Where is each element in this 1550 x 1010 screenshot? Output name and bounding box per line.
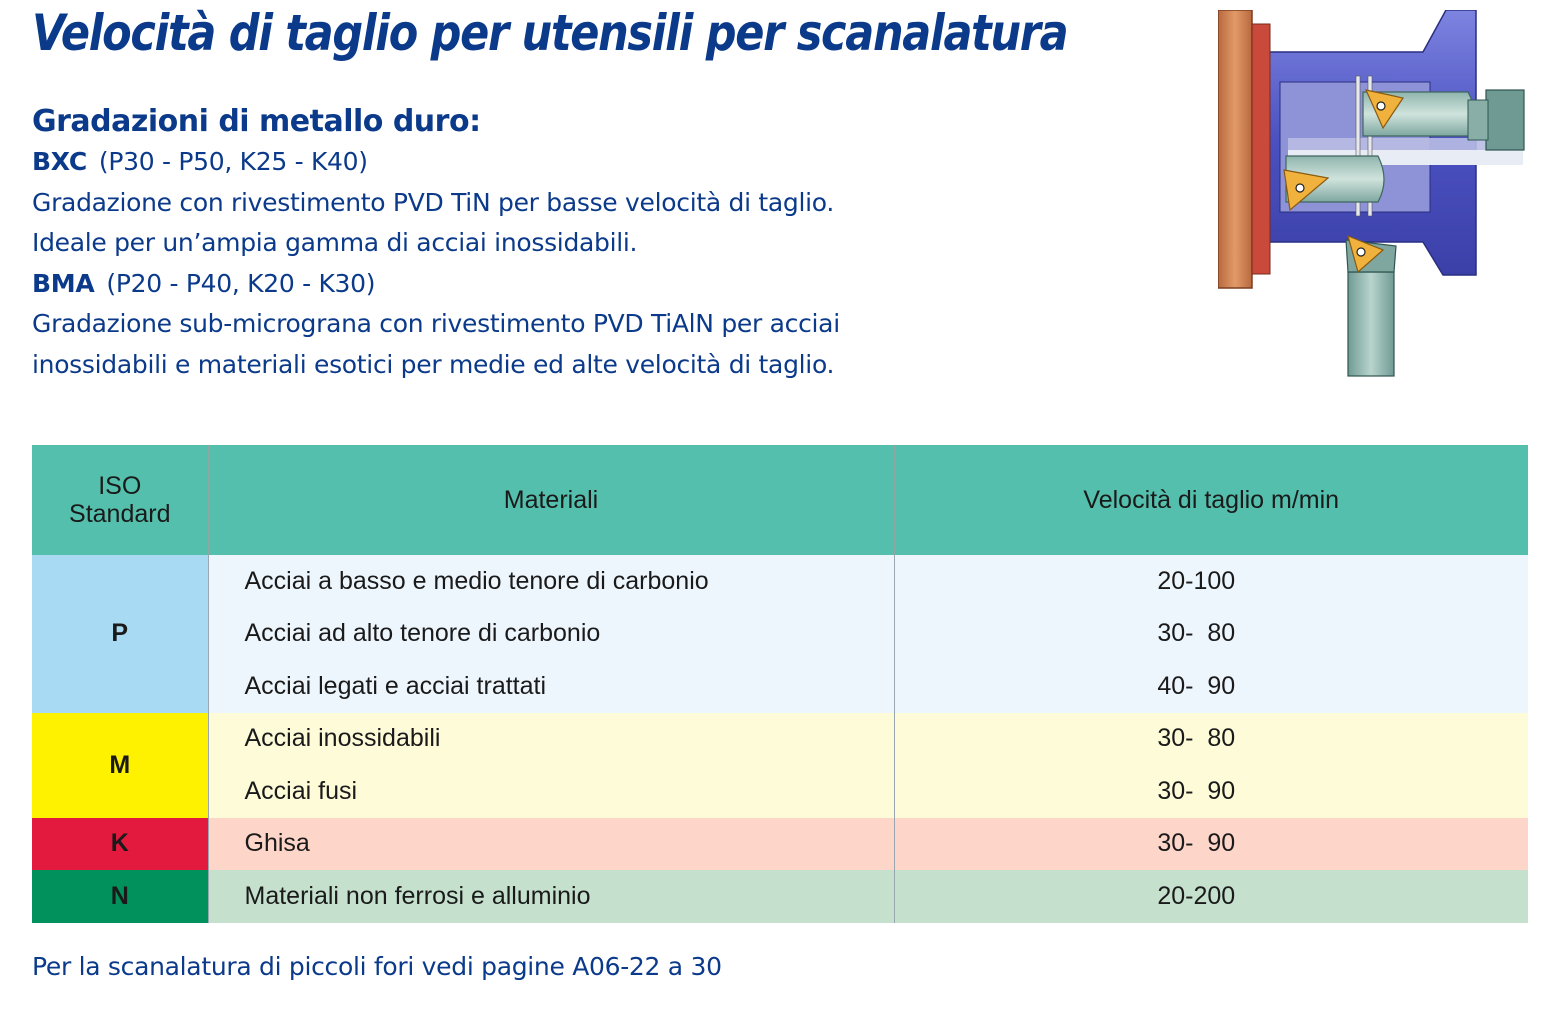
grades-description bbox=[32, 102, 1032, 385]
speed-cell: 40- 90 bbox=[894, 660, 1528, 713]
material-cell: Ghisa bbox=[208, 818, 894, 871]
table-row bbox=[32, 660, 1528, 713]
iso-group-m: M bbox=[32, 713, 208, 818]
footnote: Per la scanalatura di piccoli fori vedi pagine A06-22 a 30 bbox=[32, 952, 722, 981]
grade-bxc-line bbox=[32, 142, 1032, 183]
table-row bbox=[32, 765, 1528, 818]
speed-cell: 30- 90 bbox=[894, 765, 1528, 818]
cutting-speed-table bbox=[32, 445, 1528, 923]
grades-heading: Gradazioni di metallo duro: bbox=[32, 104, 481, 139]
grade-bma-desc1: Gradazione sub-micrograna con rivestimento PVD TiAlN per acciai bbox=[32, 309, 840, 338]
header-iso-line2: Standard bbox=[69, 500, 171, 528]
material-cell: Acciai ad alto tenore di carbonio bbox=[208, 608, 894, 661]
grade-bxc-desc1: Gradazione con rivestimento PVD TiN per basse velocità di taglio. bbox=[32, 187, 834, 217]
table-header-row bbox=[32, 445, 1528, 555]
iso-group-k: K bbox=[32, 818, 208, 871]
header-iso-line1: ISO bbox=[98, 472, 142, 500]
speed-cell: 30- 80 bbox=[894, 713, 1528, 766]
speed-cell: 20-100 bbox=[894, 555, 1528, 608]
table-row bbox=[32, 870, 1528, 923]
grade-bma-line bbox=[32, 264, 1032, 305]
material-cell: Acciai a basso e medio tenore di carbonio bbox=[208, 555, 894, 608]
iso-group-n: N bbox=[32, 870, 208, 923]
grade-bma-desc2: inossidabili e materiali esotici per medie ed alte velocità di taglio. bbox=[32, 349, 835, 379]
material-cell: Acciai legati e acciai trattati bbox=[208, 660, 894, 713]
header-speed: Velocità di taglio m/min bbox=[894, 445, 1528, 555]
material-cell: Materiali non ferrosi e alluminio bbox=[208, 870, 894, 923]
iso-group-p: P bbox=[32, 555, 208, 713]
table-row bbox=[32, 818, 1528, 871]
header-iso bbox=[32, 445, 208, 555]
grade-bxc-code: BXC bbox=[32, 147, 87, 176]
speed-cell: 30- 80 bbox=[894, 608, 1528, 661]
table-row bbox=[32, 713, 1528, 766]
grooving-tool-diagram-icon bbox=[1218, 10, 1530, 378]
header-materials: Materiali bbox=[208, 445, 894, 555]
grade-bma-range: (P20 - P40, K20 - K30) bbox=[106, 268, 376, 298]
grade-bma-code: BMA bbox=[32, 268, 95, 298]
table-row bbox=[32, 555, 1528, 608]
page-title: Velocità di taglio per utensili per scanalatura bbox=[32, 4, 1068, 62]
table-row bbox=[32, 608, 1528, 661]
material-cell: Acciai fusi bbox=[208, 765, 894, 818]
grade-bxc-desc2: Ideale per un’ampia gamma di acciai inossidabili. bbox=[32, 228, 638, 257]
material-cell: Acciai inossidabili bbox=[208, 713, 894, 766]
speed-cell: 30- 90 bbox=[894, 818, 1528, 871]
grade-bxc-range: (P30 - P50, K25 - K40) bbox=[98, 147, 368, 176]
speed-cell: 20-200 bbox=[894, 870, 1528, 923]
